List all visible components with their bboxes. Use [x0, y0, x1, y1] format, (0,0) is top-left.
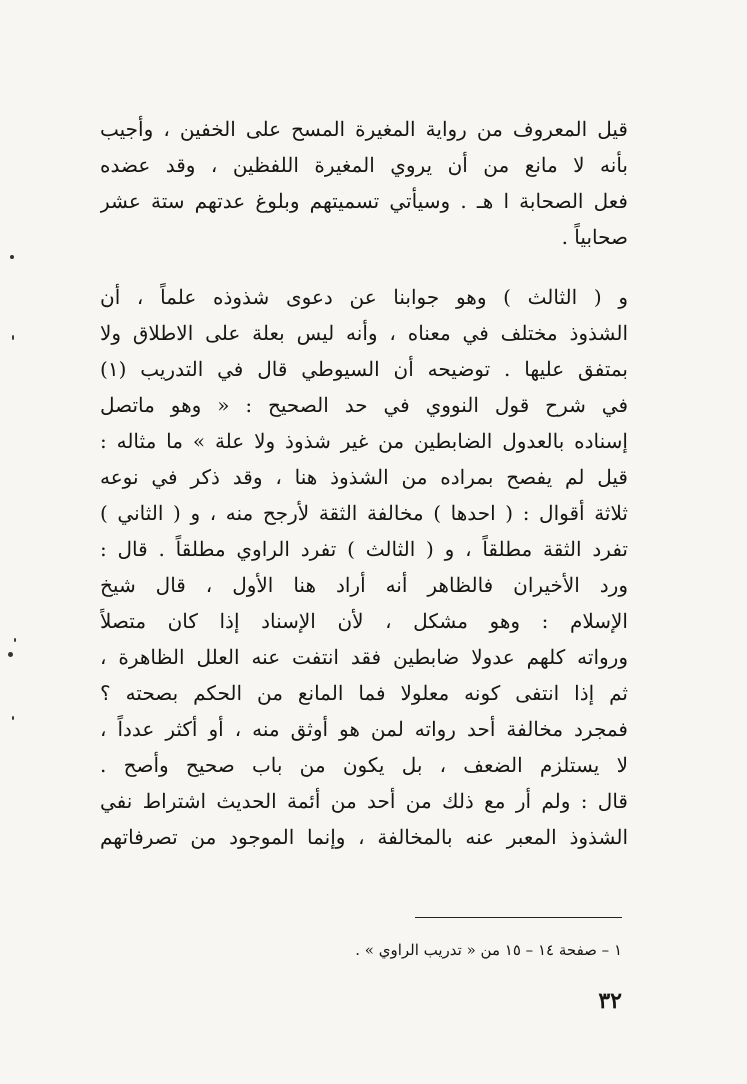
text-line: الشذوذ المعبر عنه بالمخالفة ، وإنما الموجود من تصرفاتهم [100, 825, 628, 849]
scan-speck [8, 652, 13, 657]
scan-speck [10, 255, 14, 259]
text-line: و ( الثالث ) وهو جوابنا عن دعوى شذوذه علماً ، أن [100, 285, 628, 309]
page-number: ٣٢ [598, 988, 622, 1014]
footnote: ١ – صفحة ١٤ – ١٥ من « تدريب الراوي » . [355, 941, 622, 959]
text-line: صحابياً . [561, 225, 628, 249]
text-line: ورواته كلهم عدولا ضابطين فقد انتفت عنه العلل الظاهرة ، [100, 645, 628, 669]
text-line: ثم إذا انتفى كونه معلولا فما المانع من الحكم بصحته ؟ [100, 681, 628, 705]
text-line: ثلاثة أقوال : ( احدها ) مخالفة الثقة لأرجح منه ، و ( الثاني ) [100, 501, 628, 525]
text-line: بمتفق عليها . توضيحه أن السيوطي قال في التدريب (١) [100, 357, 628, 381]
text-line: الشذوذ مختلف في معناه ، وأنه ليس بعلة على الاطلاق ولا [100, 321, 628, 345]
scan-speck [14, 638, 16, 642]
text-line: إسناده بالعدول الضابطين من غير شذوذ ولا علة » ما مثاله : [100, 429, 628, 453]
text-line: قال : ولم أر مع ذلك من أحد من أئمة الحديث اشتراط نفي [100, 789, 628, 813]
text-line: في شرح قول النووي في حد الصحيح : « وهو ماتصل [100, 393, 628, 417]
text-line: تفرد الثقة مطلقاً ، و ( الثالث ) تفرد الراوي مطلقاً . قال : [100, 537, 628, 561]
text-line: لا يستلزم الضعف ، بل يكون من باب صحيح وأصح . [100, 753, 628, 777]
text-line: قيل المعروف من رواية المغيرة المسح على الخفين ، وأجيب [100, 117, 628, 141]
scan-speck [12, 335, 14, 340]
scan-speck [12, 716, 14, 720]
text-line: قيل لم يفصح بمراده من الشذوذ هنا ، وقد ذكر في نوعه [100, 465, 628, 489]
text-line: الإسلام : وهو مشكل ، لأن الإسناد إذا كان متصلاً [100, 609, 628, 633]
text-line: فمجرد مخالفة أحد رواته لمن هو أوثق منه ، أو أكثر عدداً ، [100, 717, 628, 741]
footnote-divider [415, 917, 622, 918]
text-line: ورد الأخيران فالظاهر أنه أراد هنا الأول ، قال شيخ [100, 573, 628, 597]
text-line: فعل الصحابة ا هـ . وسيأتي تسميتهم وبلوغ عدتهم ستة عشر [100, 189, 628, 213]
text-line: بأنه لا مانع من أن يروي المغيرة اللفظين ، وقد عضده [100, 153, 628, 177]
